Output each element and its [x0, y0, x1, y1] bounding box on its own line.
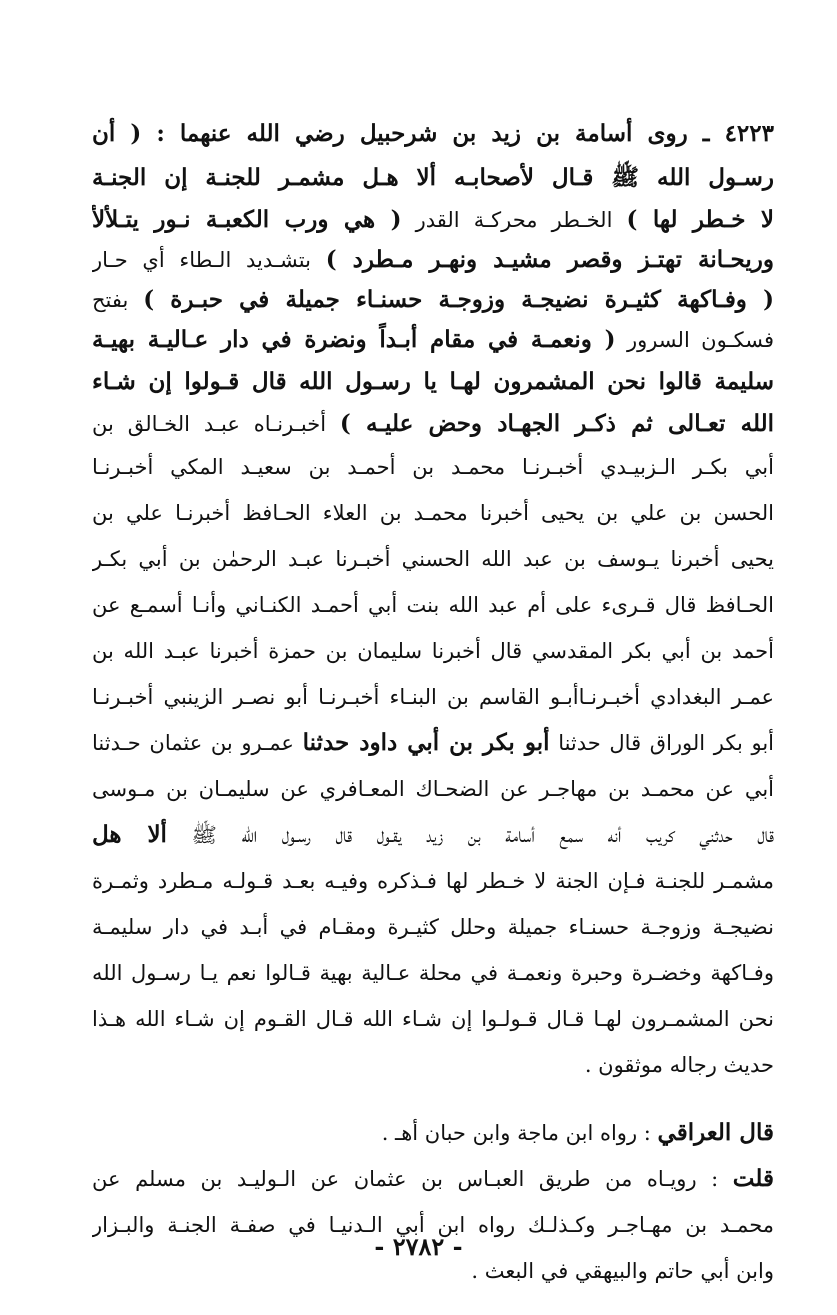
isnad-line-12: الحـافظ قال قـرىء على أم عبد الله بنت أبي أحمـد الكنـاني وأنـا أسمـع عن	[92, 593, 774, 617]
hadith-line-8	[92, 404, 774, 444]
isnad-line-19: نضيجـة وزوجـة حسنـاء جميلة وحلل كثيـرة ومقـام في أبـد في دار سليمـة	[92, 915, 774, 939]
isnad-line-17a: قال حدثني كريب أنه سمع أسامة بن زيد يقـول قال رسـول الله ﷺ	[191, 823, 774, 847]
hadith-line-5	[92, 280, 774, 320]
isnad-line-18: مشمـر للجنـة فـإن الجنة لا خـطر لها فـذكره وفيـه بعـد قـولـه مـطرد وثمـرة	[92, 869, 774, 893]
isnad-line-17b: ألا هل	[92, 821, 167, 848]
comment-line-3: وابن أبي حاتم والبيهقي في البعث .	[471, 1259, 774, 1283]
hadith-line-4-bold: وريحـانة تهتـز وقصر مشيـد ونهـر مـطرد )	[325, 246, 774, 273]
hadith-line-6-bold: ( ونعمـة في مقام أبـداً ونضرة في دار عـاليـة بهيـة	[92, 326, 616, 353]
hadith-line-3-bold2: ( هي ورب الكعبـة نـور يتـلألأ	[92, 206, 402, 233]
hadith-line-3-bold: لا خـطر لها )	[626, 206, 774, 233]
hadith-line-3	[92, 200, 774, 240]
isnad-line-15c: عمـرو بن عثمان حـدثنا	[92, 731, 294, 755]
hadith-line-4	[92, 240, 774, 280]
page-number: - ٢٧٨٢ -	[374, 1232, 463, 1261]
isnad-line-17	[92, 812, 774, 858]
hadith-line-2: رسـول الله ﷺ قـال لأصحابـه ألا هـل مشمـر للجنـة إن الجنـة	[92, 164, 774, 191]
isnad-line-9: أبي بكـر الـزبيـدي أخبـرنـا محمـد بن أحمـد بن سعيـد المكي أخبـرنـا	[92, 455, 774, 479]
hadith-line-7: سليمة قالوا نحن المشمرون لهـا يا رسـول الله قال قـولوا إن شـاء	[92, 368, 774, 395]
isnad-line-22: حديث رجاله موثقون .	[584, 1053, 774, 1077]
isnad-line-15a: أبو بكر الوراق قال حدثنا	[558, 731, 774, 755]
isnad-line-15b: أبو بكر بن أبي داود حدثنا	[302, 729, 550, 756]
iraqi-label: قال العراقي	[657, 1119, 774, 1146]
isnad-line-16: أبي عن محمـد بن مهاجـر عن الضحـاك المعـافري عن سليمـان بن مـوسى	[92, 777, 774, 801]
iraqi-note	[92, 1110, 774, 1156]
hadith-line-8-rest: أخبـرنـاه عبـد الخـالق بن	[92, 412, 327, 436]
isnad-line-20: وفـاكهة وخضـرة وحبرة ونعمـة في محلة عـالية بهية قـالوا نعم يـا رسـول الله	[92, 961, 774, 985]
hadith-line-1: ٤٢٢٣ ـ روى أسامة بن زيد بن شرحبيل رضي الله عنهما : ( أن	[92, 120, 774, 147]
comment-line-1-text: : رويـاه من طريق العبـاس بن عثمان عن الـوليـد بن مسلم عن	[92, 1167, 719, 1191]
isnad-line-15	[92, 720, 774, 766]
comment-label: قلت	[732, 1165, 774, 1192]
page-body	[92, 112, 774, 1294]
hadith-line-5-rest: بفتح	[92, 288, 129, 312]
hadith-line-6-rest: فسكـون السرور	[626, 328, 774, 352]
isnad-line-14: عمـر البغدادي أخبـرنـاأبـو القاسم بن البنـاء أخبـرنـا أبو نصـر الزينبي أخبـرنـا	[92, 685, 774, 709]
hadith-line-8-bold: الله تعـالى ثم ذكـر الجهـاد وحض عليـه )	[339, 410, 774, 437]
hadith-line-5-bold: ( وفـاكهة كثيـرة نضيجـة وزوجـة حسنـاء جميلة في حبـرة )	[143, 286, 774, 313]
hadith-line-3-rest: الخـطر محركـة القدر	[415, 208, 613, 232]
section-gap	[92, 1088, 774, 1110]
hadith-line-6	[92, 320, 774, 360]
isnad-line-13: أحمد بن أبي بكر المقدسي قال أخبرنا سليمان بن حمزة أخبرنا عبـد الله بن	[92, 639, 774, 663]
hadith-line-4-rest: بتشـديد الـطاء أي حـار	[92, 248, 311, 272]
isnad-line-21: نحن المشمـرون لهـا قـال قـولـوا إن شـاء الله قـال القـوم إن شـاء الله هـذا	[92, 1007, 774, 1031]
iraqi-text: : رواه ابن ماجة وابن حبان أهـ .	[381, 1121, 651, 1145]
isnad-line-10: الحسن بن علي بن يحيى أخبرنا محمـد بن العلاء الحـافظ أخبرنـا علي بن	[92, 501, 774, 525]
comment-line-2: محمـد بن مهـاجـر وكـذلـك رواه ابن أبي الـدنيـا في صفـة الجنـة والبـزار	[92, 1213, 774, 1237]
isnad-line-11: يحيى أخبرنا يـوسف بن عبد الله الحسني أخبـرنا عبـد الرحمٰن بن أبي بكـر	[92, 547, 774, 571]
comment-line-1	[92, 1156, 774, 1202]
